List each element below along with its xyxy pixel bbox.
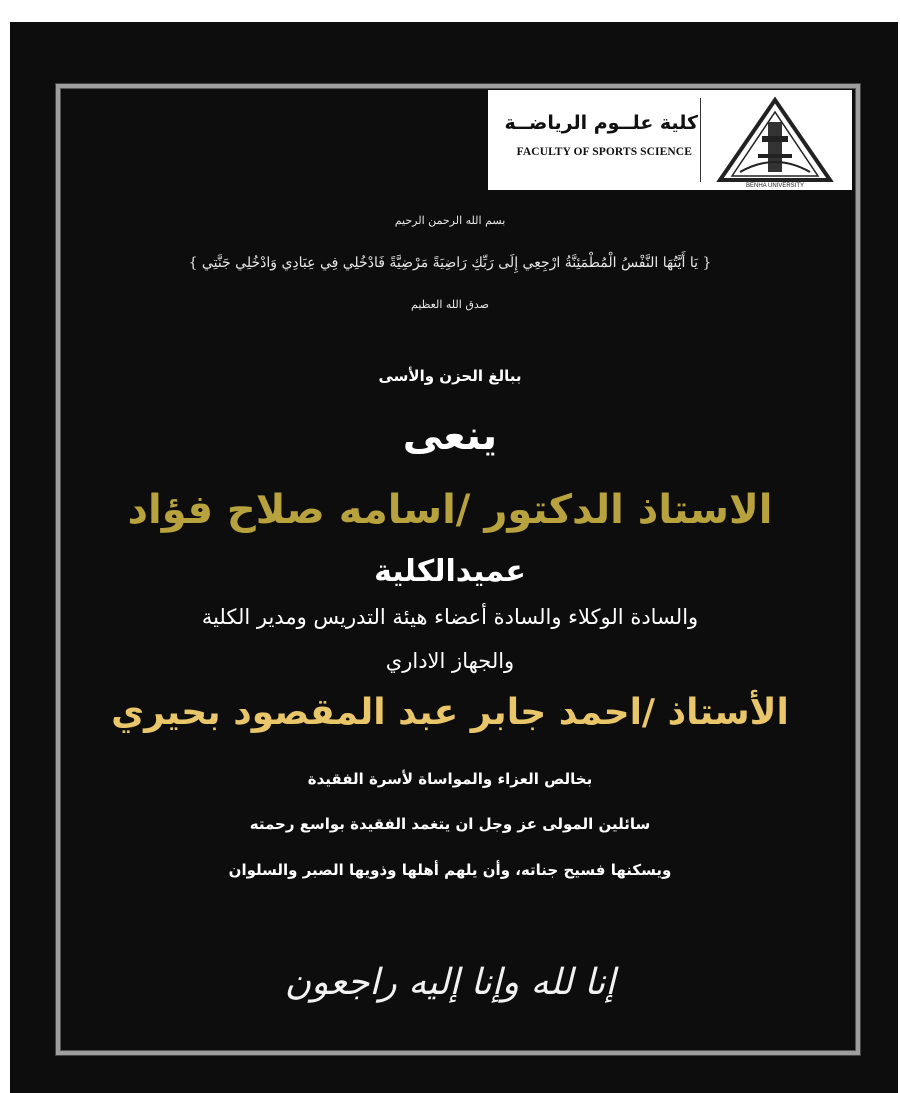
dean-name: الاستاذ الدكتور /اسامه صلاح فؤاد xyxy=(127,487,773,533)
mourns-word: ينعى xyxy=(402,413,498,459)
colleague-name: الأستاذ /احمد جابر عبد المقصود بحيري xyxy=(111,692,789,733)
faculty-logo xyxy=(488,90,852,190)
quran-verse: { يَا أَيَّتُهَا النَّفْسُ الْمُطْمَئِنَّةُ ارْجِعِي إِلَى رَبِّكِ رَاضِيَةً مَرْضِيَّةً فَادْخُلِي فِي عِبَادِي وَادْخُلِي جَنَّتِي } xyxy=(188,255,712,271)
benha-university-emblem-icon xyxy=(710,92,840,188)
grief-phrase: ببالغ الحزن والأسى xyxy=(378,367,522,385)
dean-title: عميدالكلية xyxy=(374,554,526,589)
logo-arabic-name: كلية علــوم الرياضــة xyxy=(504,112,698,134)
staff-line: والسادة الوكلاء والسادة أعضاء هيئة التدريس ومدير الكلية xyxy=(201,605,699,629)
condolence-line-3: ويسكنها فسيح جناته، وأن يلهم أهلها وذويها الصبر والسلوان xyxy=(228,861,672,879)
emblem-text: BENHA UNIVERSITY xyxy=(745,183,805,188)
basmala: بسم الله الرحمن الرحيم xyxy=(394,214,506,227)
condolence-line-1: بخالص العزاء والمواساة لأسرة الفقيدة xyxy=(307,770,593,788)
condolence-line-2: سائلين المولى عز وجل ان يتغمد الفقيدة بواسع رحمته xyxy=(249,815,651,833)
istirja-calligraphy: إنا لله وإنا إليه راجعون xyxy=(284,962,616,1003)
sadaq-allah: صدق الله العظيم xyxy=(411,298,489,311)
logo-english-name: FACULTY OF SPORTS SCIENCE xyxy=(516,146,692,158)
logo-divider xyxy=(700,98,701,182)
admin-line: والجهاز الاداري xyxy=(385,649,515,673)
